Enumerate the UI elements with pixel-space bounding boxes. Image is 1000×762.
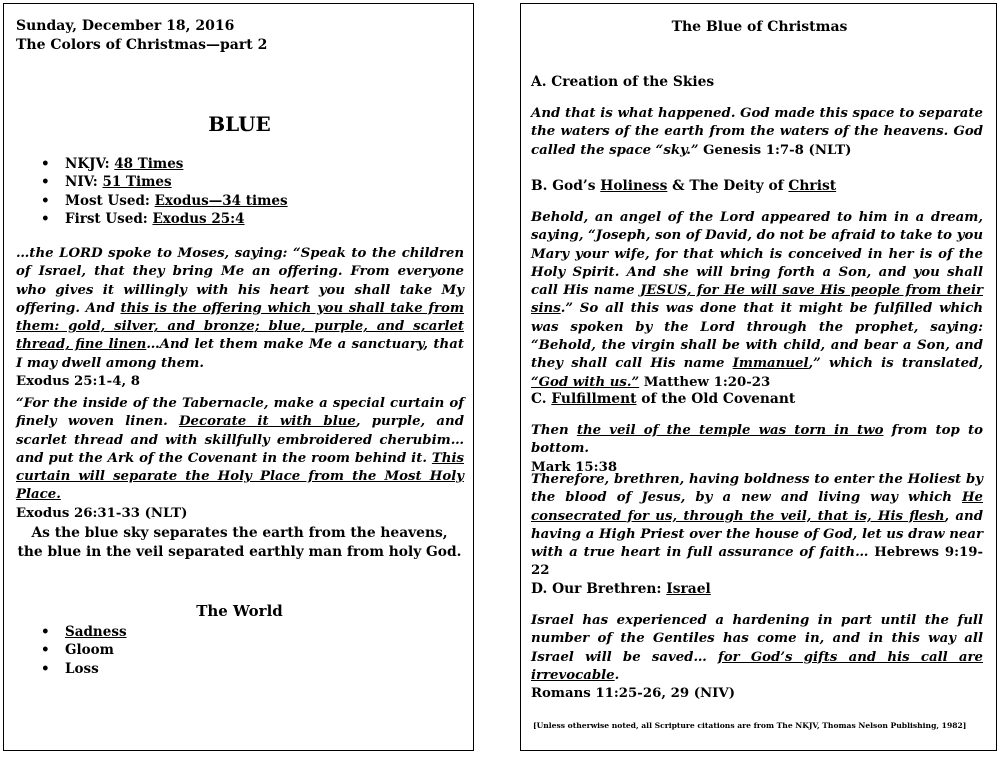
section-b-passage: Behold, an angel of the Lord appeared to him in a dream, saying, “Joseph, son of David, do not be afraid to take to you Mary your wife, for that which is conceived in her is of the Holy Spirit. And she will bring forth a Son, and you shall call His name JESUS, for He will save His people from their sins.” So all this was done that it might be fulfilled which was spoken by the Lord through the prophet, saying: “Behold, the virgin shall be with child, and bear a Son, and they shall call His name Immanuel,” which is translated, “God with us.” Matthew 1:20-23 xyxy=(531,210,983,390)
section-a-passage: And that is what happened. God made this space to separate the waters of the earth from the waters of the heavens. God called the space “sky.” Genesis 1:7-8 (NLT) xyxy=(531,106,983,158)
usage-stats-list xyxy=(41,155,288,228)
sermon-date: Sunday, December 18, 2016 xyxy=(16,18,235,34)
stat-most-used: • Most Used: Exodus—34 times xyxy=(41,192,288,210)
stat-first-used: • First Used: Exodus 25:4 xyxy=(41,210,288,228)
section-d-passage: Israel has experienced a hardening in part until the full number of the Gentiles has come in, and in this way all Israel will be saved… for God’s gifts and his call are irrevocable. Romans 11:25-26, 29 (NIV) xyxy=(531,613,983,702)
header-block xyxy=(16,17,267,55)
scripture-source-footnote: [Unless otherwise noted, all Scripture citations are from The NKJV, Thomas Nelson Publishing, 1982] xyxy=(533,721,967,730)
scripture-reference: Exodus 26:31-33 (NLT) xyxy=(16,505,188,521)
section-d-heading: D. Our Brethren: Israel xyxy=(531,581,711,597)
world-item: • Gloom xyxy=(41,641,127,659)
section-a-heading: A. Creation of the Skies xyxy=(531,74,715,90)
section-c-heading: C. Fulfillment of the Old Covenant xyxy=(531,391,796,407)
exodus-25-passage: …the LORD spoke to Moses, saying: “Speak to the children of Israel, that they bring Me an offering. From everyone who gives it willingly with his heart you shall take My offering. And this is the offering which you shall take from them: gold, silver, and bronze; blue, purple, and scarlet thread, fine linen…And let them make Me a sanctuary, that I may dwell among them. Exodus 25:1-4, 8 xyxy=(16,246,464,390)
scripture-reference: Romans 11:25-26, 29 (NIV) xyxy=(531,686,735,702)
section-c-passage-2: Therefore, brethren, having boldness to enter the Holiest by the blood of Jesus, by a new and living way which He consecrated for us, through the veil, that is, His flesh, and having a High Priest over the house of God, let us draw near with a true heart in full assurance of faith… Hebrews 9:19-22 xyxy=(531,472,984,579)
scripture-reference: Matthew 1:20-23 xyxy=(639,374,771,390)
world-list xyxy=(41,623,127,678)
scripture-reference: Mark 15:38 xyxy=(531,459,618,475)
page-title: BLUE xyxy=(208,112,271,136)
stat-niv: • NIV: 51 Times xyxy=(41,173,288,191)
scripture-reference: Genesis 1:7-8 (NLT) xyxy=(703,142,852,158)
scripture-reference: Exodus 25:1-4, 8 xyxy=(16,374,140,390)
left-page xyxy=(3,3,474,751)
page-title: The Blue of Christmas xyxy=(671,19,848,35)
summary-statement xyxy=(4,524,475,562)
world-heading: The World xyxy=(196,602,283,620)
exodus-26-passage: “For the inside of the Tabernacle, make a special curtain of finely woven linen. Decorate it with blue, purple, and scarlet thread and with skillfully embroidered cherubim…and put the Ark of the Covenant in the room behind it. This curtain will separate the Holy Place from the Most Holy Place. Exodus 26:31-33 (NLT) xyxy=(16,396,464,521)
series-title: The Colors of Christmas—part 2 xyxy=(16,37,268,53)
section-c-passage-1: Then the veil of the temple was torn in two from top to bottom. Mark 15:38 xyxy=(531,423,983,475)
scripture-reference: Hebrews 9:19-22 xyxy=(531,545,983,579)
section-b-heading: B. God’s Holiness & The Deity of Christ xyxy=(531,178,837,194)
world-item: • Loss xyxy=(41,660,127,678)
summary-line: As the blue sky separates the earth from the heavens, xyxy=(31,525,448,541)
world-item: • Sadness xyxy=(41,623,127,641)
right-page xyxy=(520,3,997,751)
stat-nkjv: • NKJV: 48 Times xyxy=(41,155,288,173)
summary-line: the blue in the veil separated earthly man from holy God. xyxy=(17,544,462,560)
